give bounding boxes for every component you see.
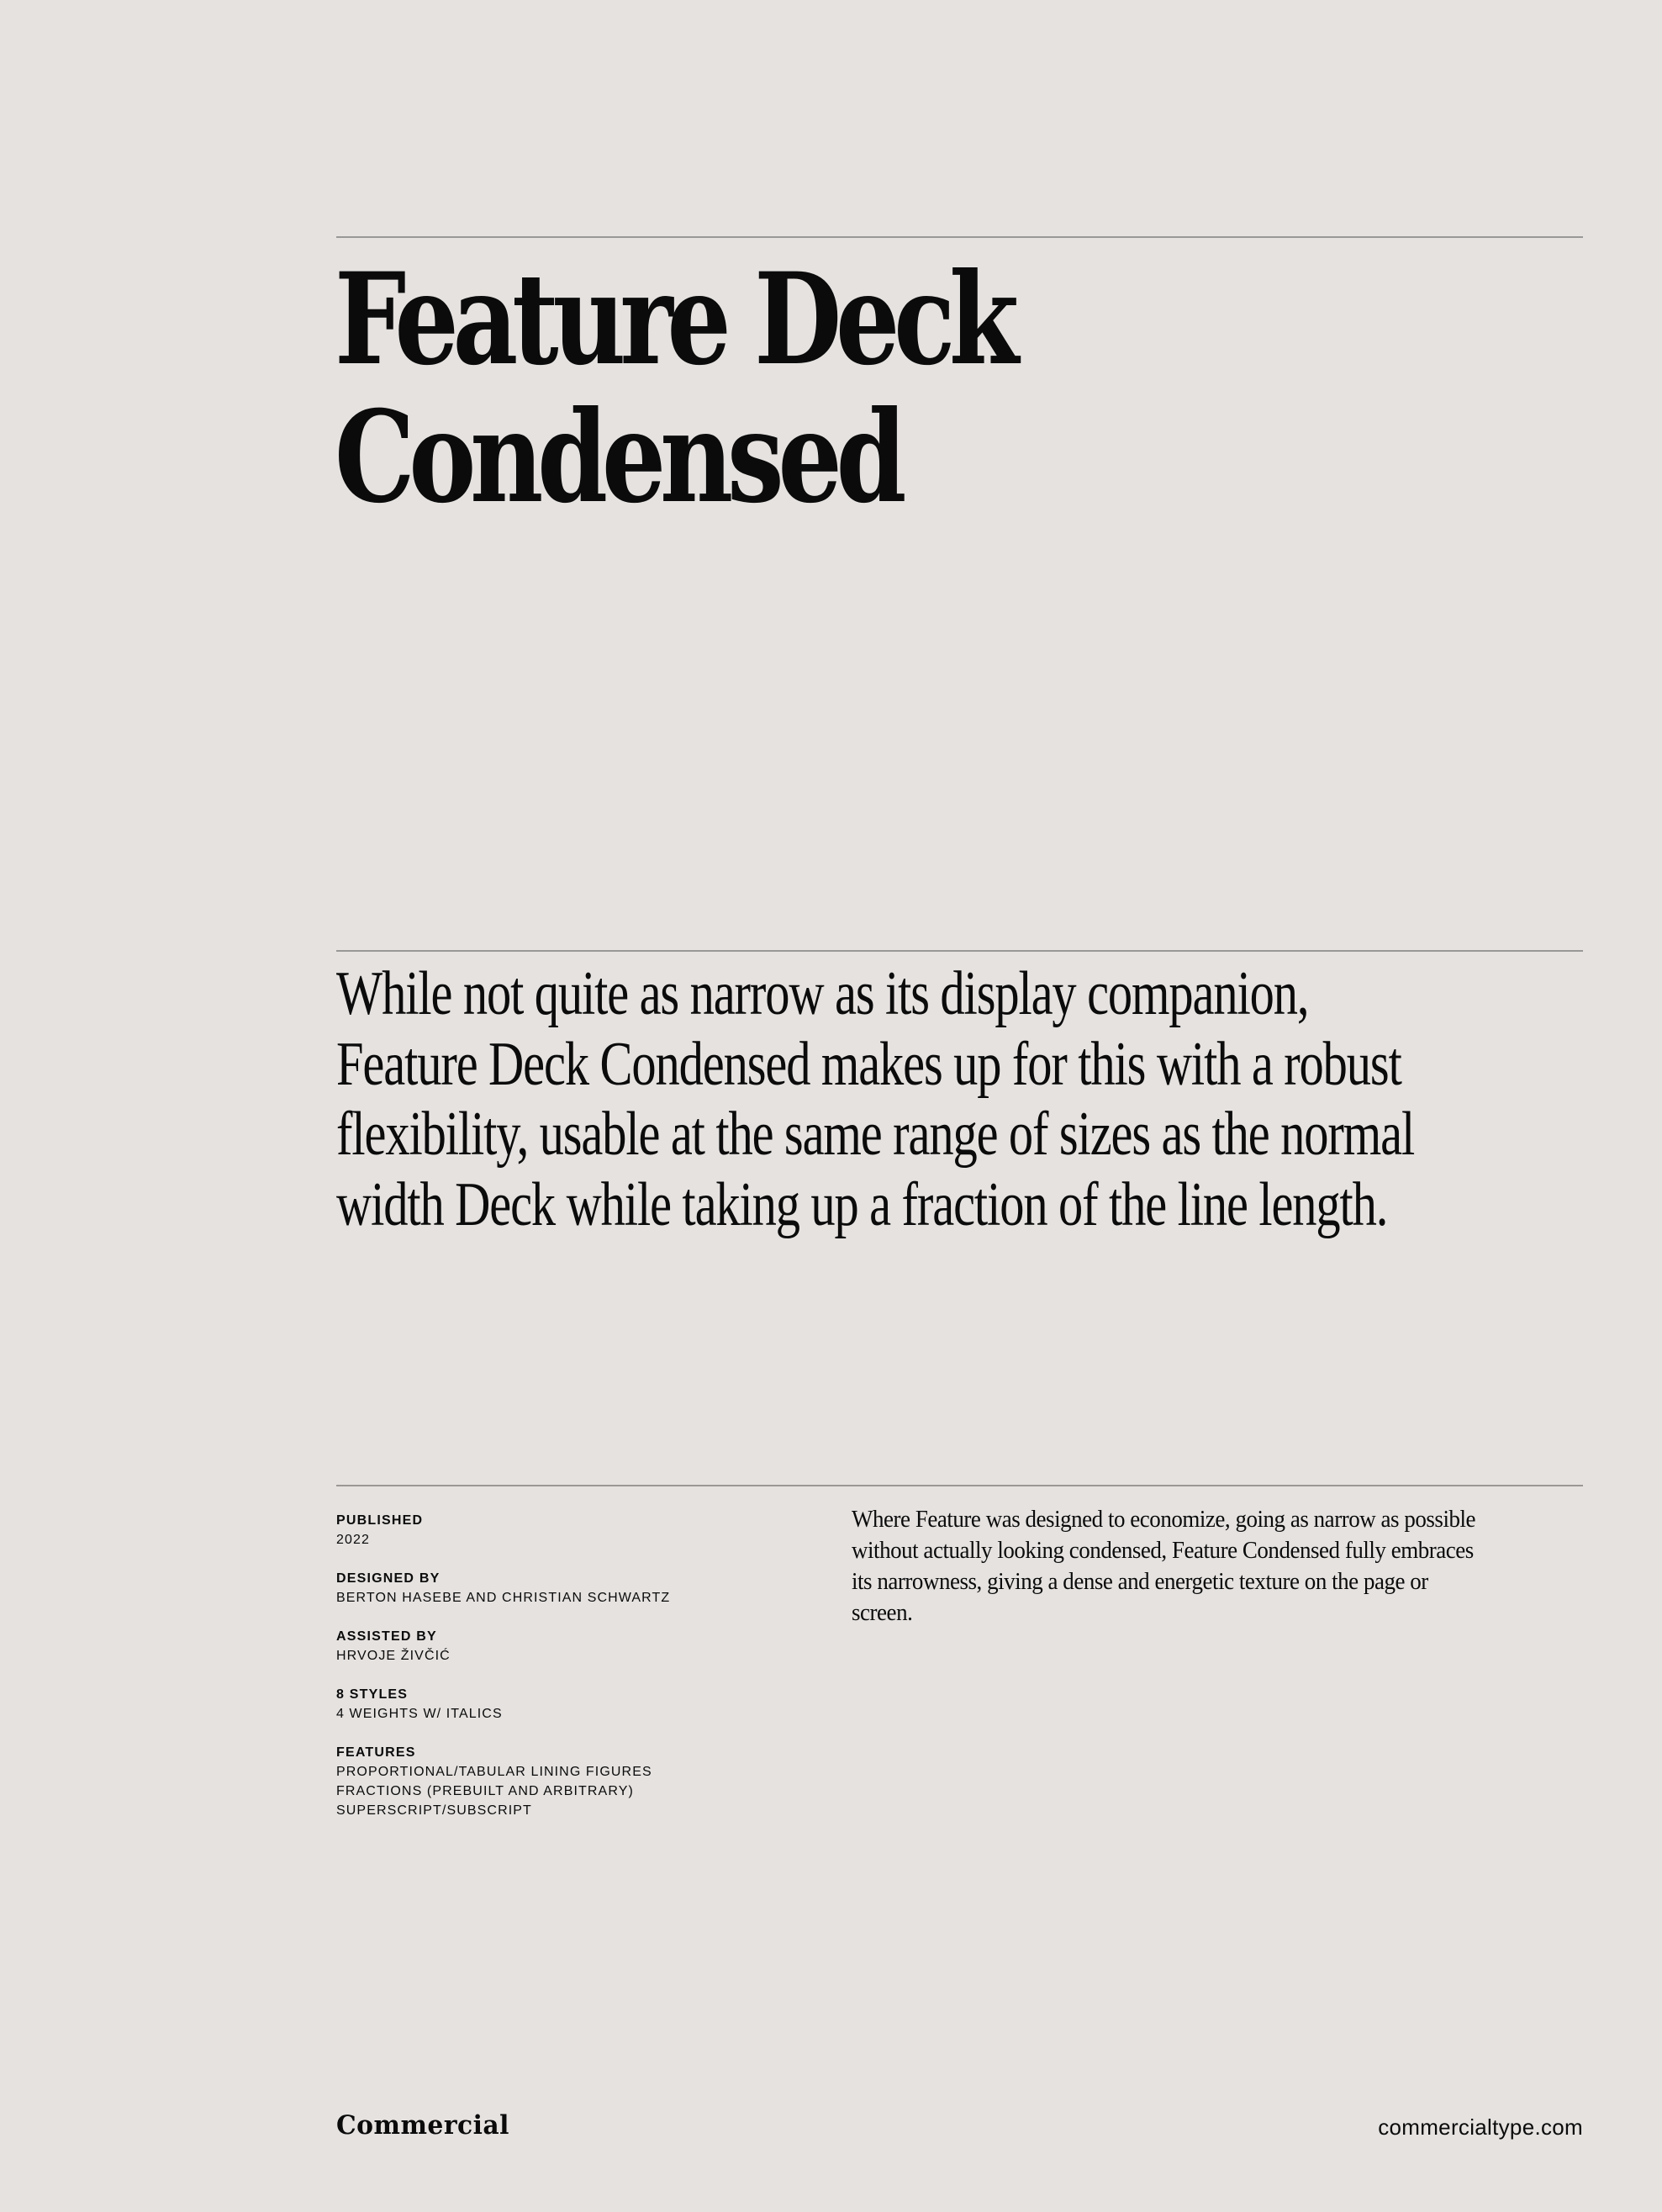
details-divider	[336, 1485, 1583, 1486]
styles-value: 4 WEIGHTS W/ ITALICS	[336, 1707, 503, 1721]
assisted-by-label: ASSISTED BY	[336, 1629, 437, 1644]
designed-by-label: DESIGNED BY	[336, 1571, 441, 1586]
description-paragraph: Where Feature was designed to economize, going as narrow as possible without actually looking condensed, Feature Condensed fully embraces its narrowness, giving a dense and energetic texture on the page or screen.	[852, 1506, 1476, 1626]
assisted-by-group	[336, 1628, 807, 1666]
lead-paragraph: While not quite as narrow as its display companion, Feature Deck Condensed makes up for this with a robust flexibility, usable at the same range of sizes as the normal width Deck while taking up a fraction of the line length.	[336, 959, 1415, 1239]
page-title	[335, 245, 1276, 531]
feature-item: PROPORTIONAL/TABULAR LINING FIGURES	[336, 1765, 652, 1779]
title-line-2: Condensed	[335, 383, 901, 531]
title-line-1: Feature Deck	[335, 245, 1013, 393]
features-label: FEATURES	[336, 1745, 416, 1760]
feature-item: FRACTIONS (PREBUILT AND ARBITRARY)	[336, 1784, 634, 1798]
commercial-logo: Commercial	[336, 2110, 509, 2141]
feature-item: SUPERSCRIPT/SUBSCRIPT	[336, 1803, 532, 1818]
designed-by-value: BERTON HASEBE AND CHRISTIAN SCHWARTZ	[336, 1591, 671, 1605]
published-label: PUBLISHED	[336, 1513, 424, 1528]
website-link[interactable]: commercialtype.com	[1378, 2114, 1583, 2140]
assisted-by-value: HRVOJE ŽIVČIĆ	[336, 1649, 451, 1663]
features-group	[336, 1744, 807, 1820]
published-group	[336, 1512, 807, 1549]
published-value: 2022	[336, 1533, 370, 1547]
specimen-details	[336, 1512, 807, 1840]
top-divider	[336, 236, 1583, 238]
styles-label: 8 STYLES	[336, 1687, 409, 1702]
styles-group	[336, 1686, 807, 1724]
lead-divider	[336, 950, 1583, 952]
designed-by-group	[336, 1570, 807, 1608]
